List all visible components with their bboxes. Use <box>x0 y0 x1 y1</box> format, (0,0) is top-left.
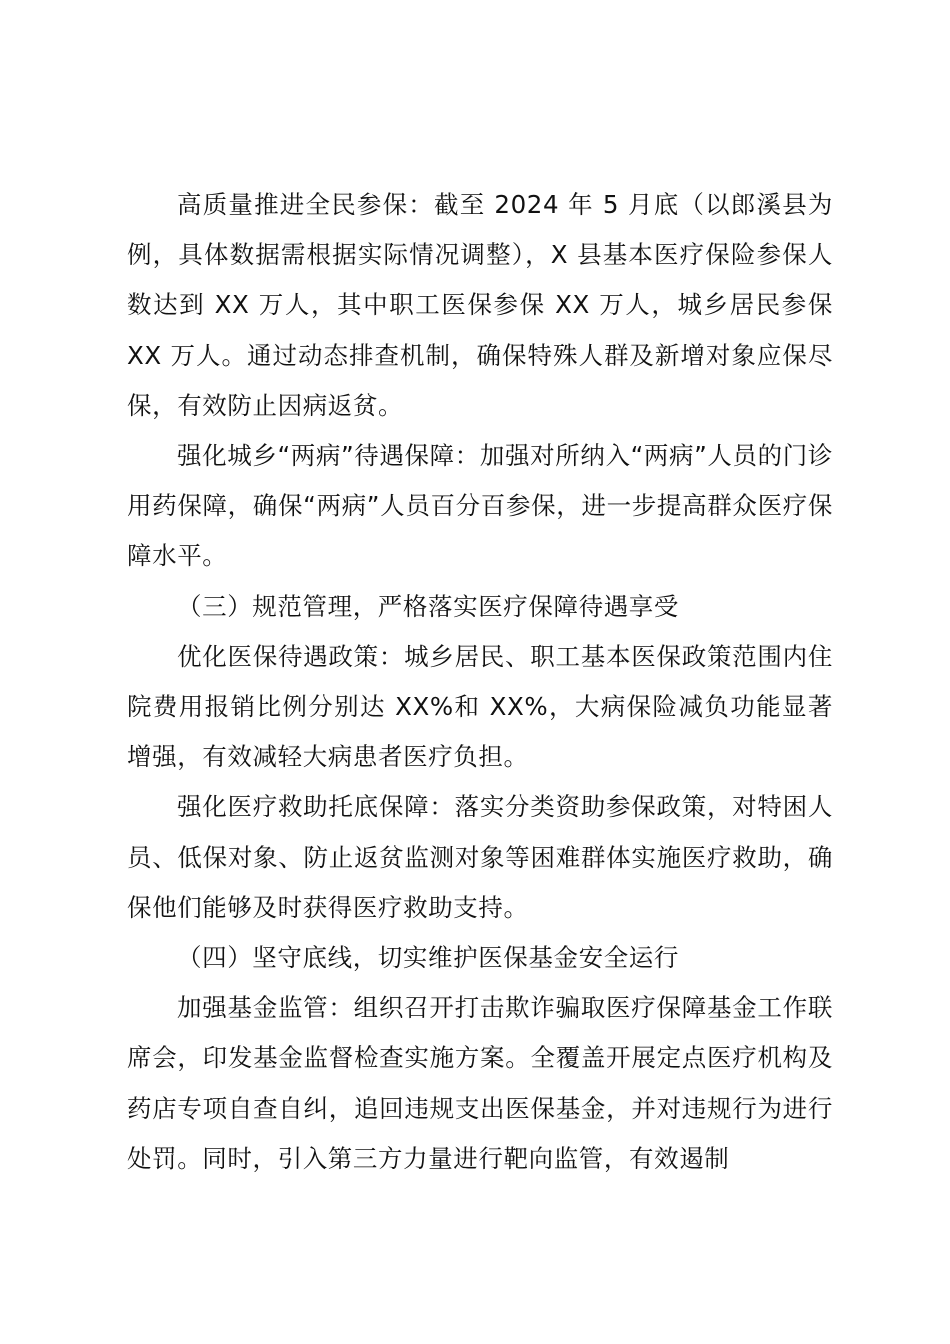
paragraph-universal-insurance: 高质量推进全民参保：截至 2024 年 5 月底（以郎溪县为例，具体数据需根据实际情况调整），X 县基本医疗保险参保人数达到 XX 万人，其中职工医保参保 XX 万人，城乡居民参保 XX 万人。通过动态排查机制，确保特殊人群及新增对象应保尽保，有效防止因病返贫。 <box>127 190 833 420</box>
document-body <box>127 180 833 1184</box>
paragraph-benefit-policy: 优化医保待遇政策：城乡居民、职工基本医保政策范围内住院费用报销比例分别达 XX%和 XX%，大病保险减负功能显著增强，有效减轻大病患者医疗负担。 <box>127 641 833 772</box>
section-heading-four: （四）坚守底线，切实维护医保基金安全运行 <box>177 943 679 973</box>
section-heading-three: （三）规范管理，严格落实医疗保障待遇享受 <box>177 591 679 621</box>
paragraph-two-diseases: 强化城乡“两病”待遇保障：加强对所纳入“两病”人员的门诊用药保障，确保“两病”人员百分百参保，进一步提高群众医疗保障水平。 <box>127 441 833 571</box>
paragraph-fund-supervision: 加强基金监管：组织召开打击欺诈骗取医疗保障基金工作联席会，印发基金监督检查实施方案。全覆盖开展定点医疗机构及药店专项自查自纠，追回违规支出医保基金，并对违规行为进行处罚。同时，引入第三方力量进行靶向监管，有效遏制 <box>127 993 833 1173</box>
paragraph-medical-assistance: 强化医疗救助托底保障：落实分类资助参保政策，对特困人员、低保对象、防止返贫监测对象等困难群体实施医疗救助，确保他们能够及时获得医疗救助支持。 <box>127 792 833 922</box>
